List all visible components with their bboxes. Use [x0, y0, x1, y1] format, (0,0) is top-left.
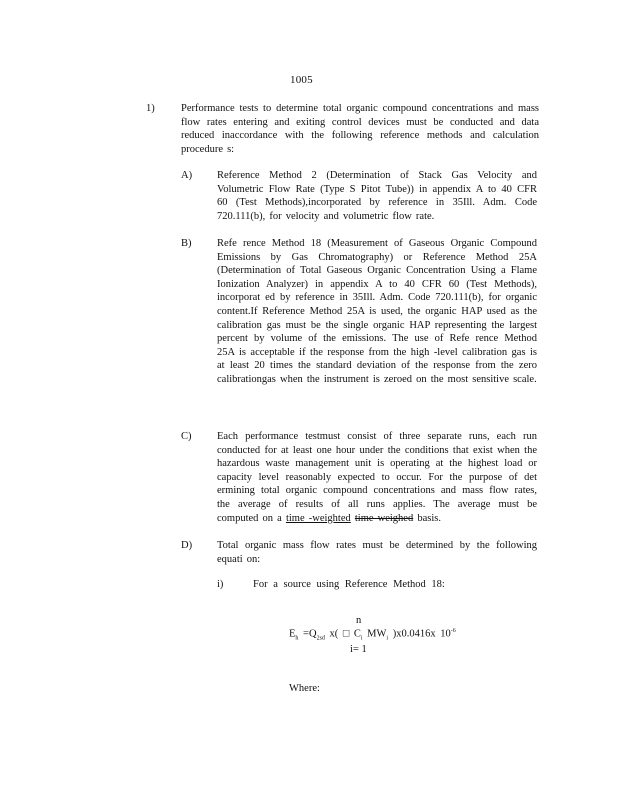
eq-tail: )x0.0416x 10	[392, 628, 451, 640]
item-b-text: Refe rence Method 18 (Measurement of Gaseous Organic Compound Emissions by Gas Chromatography) or Reference Method 25A (Determination of Total Gaseous Organic Concentration Using a Flame Ionization Analyzer) in appendix A to 40 CFR 60 (Test Methods), incorporat ed by reference in 35Ill. Adm. Code 720.111(b), for organic content.If Reference Method 25A is used, the organic HAP used as the calibration gas must be the single organic HAP representing the largest percent by volume of the emissions. The use of Refe rence Method 25A is acceptable if the response from the high -level calibration gas is at least 20 times the standard deviation of the response from the zero calibrationgas when the instrument is zeroed on the most sensitive scale.	[217, 238, 537, 385]
eq-q-sub: 2sd	[316, 635, 325, 642]
item-d-i-marker: i)	[217, 579, 224, 590]
item-a-marker: A)	[181, 170, 193, 181]
where-label: Where:	[289, 683, 320, 694]
item-d-text: Total organic mass flow rates must be determined by the following equati on:	[217, 540, 537, 565]
item-c-struck-text: time weighed	[354, 512, 414, 524]
eq-mw: MW	[367, 628, 387, 640]
eq-body: x( □ C	[329, 628, 361, 640]
eq-exponent: -6	[450, 628, 456, 634]
item-1-text: Performance tests to determine total organic compound concentrations and mass flow rates entering and exiting control devices must be conducted and data reduced inaccordance with the following reference methods and calculation procedure s:	[181, 103, 539, 155]
eq-c-sub: i	[360, 635, 363, 642]
eq-lhs-sub: h	[295, 635, 299, 642]
eq-lhs: E	[289, 628, 296, 640]
summation-lower-limit: i= 1	[350, 644, 367, 655]
item-c-marker: C)	[181, 431, 192, 442]
item-b-marker: B)	[181, 238, 192, 249]
item-c-end: basis.	[417, 512, 441, 524]
eq-mw-sub: i	[386, 635, 389, 642]
item-1-marker: 1)	[146, 103, 155, 114]
item-c-text: Each performance testmust consist of three separate runs, each run conducted for at least one hour under the conditions that exist when the hazardous waste management unit is operating at the highest load or capacity level reasonably expected to occur. For the purpose of det ermining total organic compound concentrations and mass flow rates, the average of results of all runs applies. The average must be computed on a	[217, 431, 537, 524]
page-number: 1005	[290, 74, 313, 86]
item-c-underlined-insert: time -weighted	[285, 512, 351, 524]
item-d-i-text: For a source using Reference Method 18:	[253, 579, 445, 590]
item-d-marker: D)	[181, 540, 193, 551]
equation	[289, 628, 456, 642]
summation-upper-limit: n	[356, 615, 362, 626]
item-c-paragraph	[217, 430, 537, 525]
eq-equals: =Q	[303, 628, 317, 640]
item-a-text: Reference Method 2 (Determination of Stack Gas Velocity and Volumetric Flow Rate (Type S Pitot Tube)) in appendix A to 40 CFR 60 (Test Methods),incorporated by reference in 35Ill. Adm. Code 720.111(b), for velocity and volumetric flow rate.	[217, 170, 537, 222]
